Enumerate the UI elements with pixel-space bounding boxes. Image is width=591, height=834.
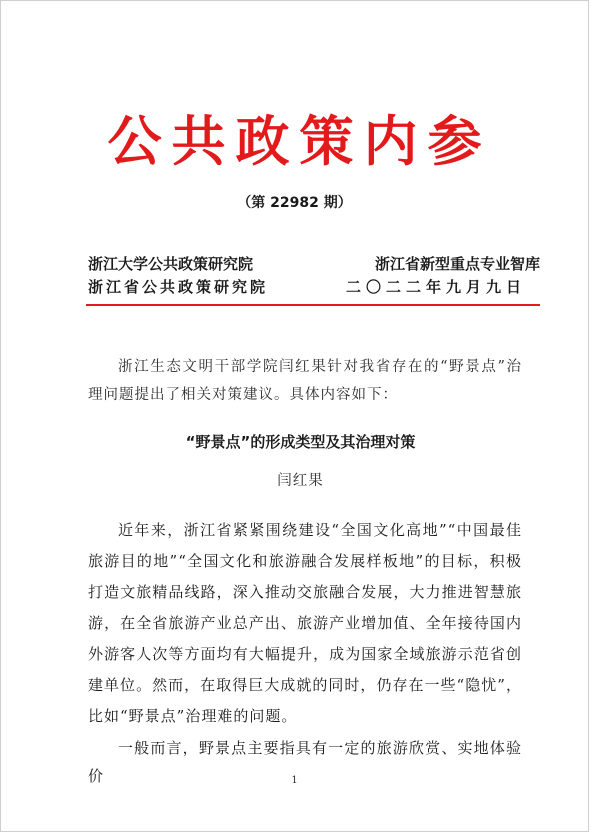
- issuer-row-1: [88, 253, 540, 275]
- body-paragraph: 近年来，浙江省紧紧围绕建设“全国文化高地”“中国最佳旅游目的地”“全国文化和旅游融合发展样板地”的目标，积极打造文旅精品线路，深入推动交旅融合发展，大力推进智慧旅游，在全省旅游产业总产出、旅游产业增加值、全年接待国内外游客人次等方面均有大幅提升，成为国家全域旅游示范省创建单位。然而，在取得巨大成就的同时，仍存在一些“隐忧”，比如“野景点”治理难的问题。: [88, 521, 522, 725]
- page-number: 1: [291, 775, 298, 786]
- issuer-think-tank: 浙江省新型重点专业智库: [374, 255, 540, 273]
- body-paragraph: 一般而言，野景点主要指具有一定的旅游欣赏、实地体验价: [88, 739, 522, 785]
- issuer-row-2: [88, 276, 540, 298]
- issuer-zju-institute: 浙江大学公共政策研究院: [88, 255, 254, 273]
- issuer-provincial-institute: 浙江省公共政策研究院: [88, 278, 269, 296]
- article-author: 闫红果: [277, 473, 324, 489]
- intro-paragraph: 浙江生态文明干部学院闫红果针对我省存在的“野景点”治理问题提出了相关对策建议。具体内容如下：: [88, 359, 522, 403]
- article-title: “野景点”的形成类型及其治理对策: [185, 433, 416, 451]
- issue-date: 二〇二二年九月九日: [345, 278, 526, 296]
- masthead-title: 公共政策内参: [107, 109, 492, 173]
- issue-number: （第 22982 期）: [237, 195, 352, 211]
- header-divider: [86, 304, 540, 306]
